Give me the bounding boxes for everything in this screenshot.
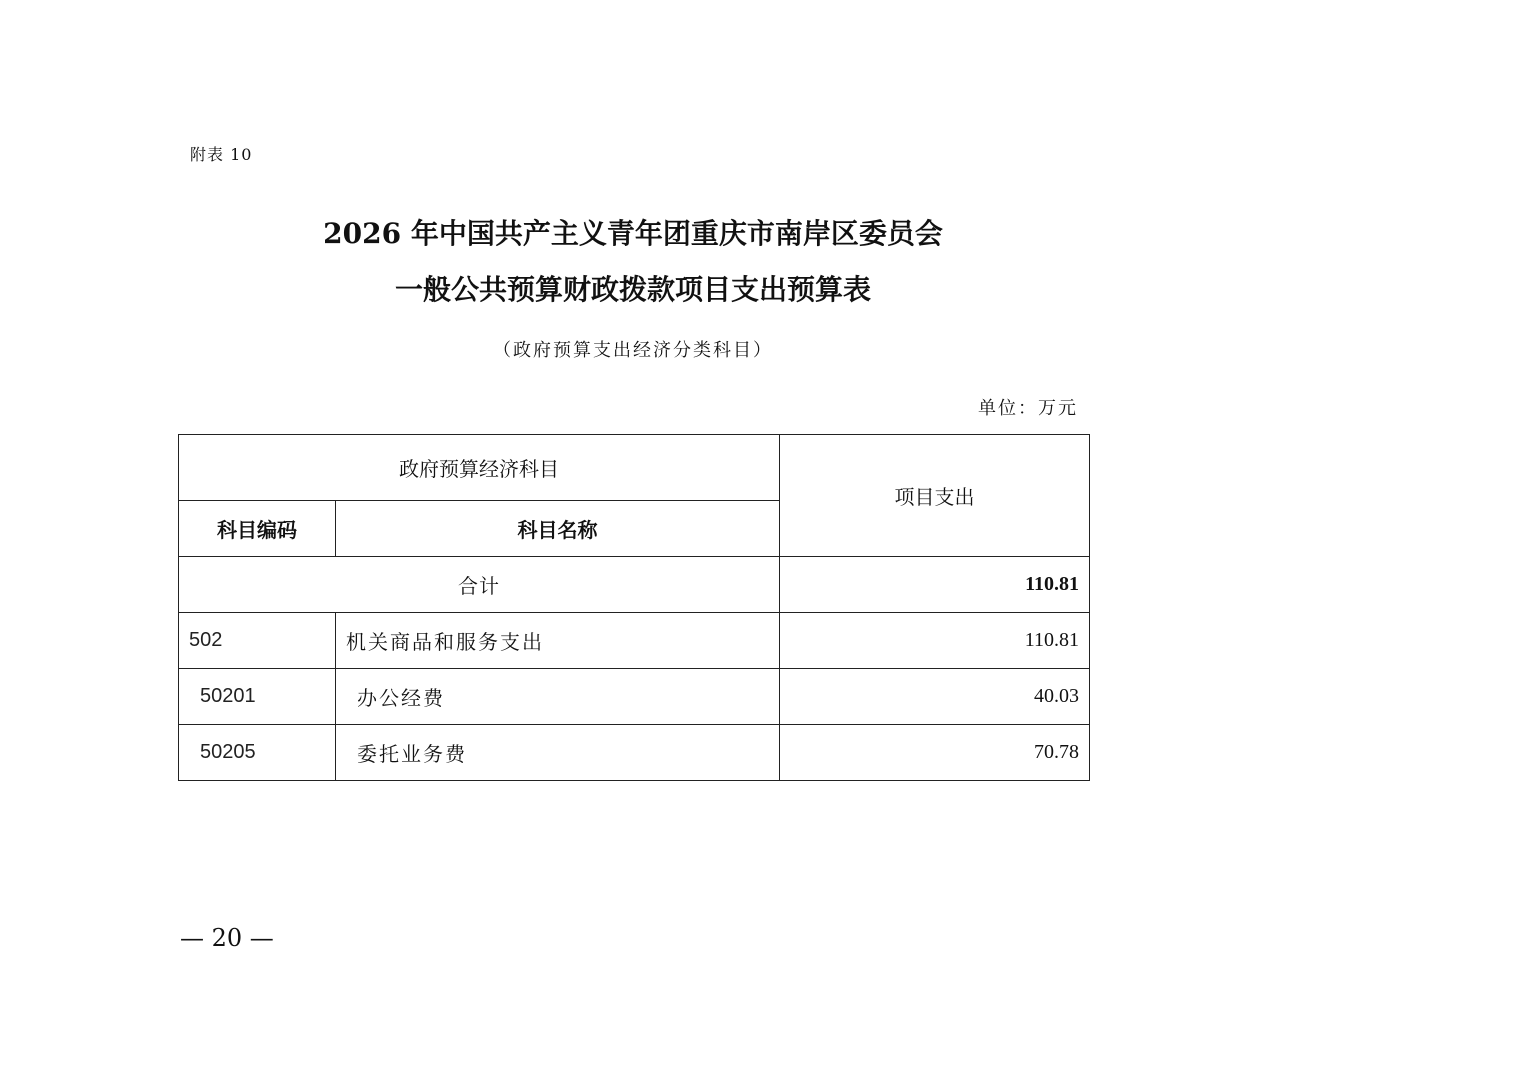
name-column-header: 科目名称 [336,501,780,557]
page-number: — 20 — [180,924,274,952]
row-amount: 40.03 [780,669,1090,725]
table-row [179,613,1090,669]
row-code: 502 [179,613,336,669]
row-code: 50205 [179,725,336,781]
table-row [179,669,1090,725]
document-title-line2: 一般公共预算财政拨款项目支出预算表 [394,273,871,306]
code-column-header: 科目编码 [179,501,336,557]
table-header-row [179,435,1090,501]
total-amount: 110.81 [780,557,1090,613]
row-amount: 70.78 [780,725,1090,781]
row-name: 委托业务费 [336,725,780,781]
total-row [179,557,1090,613]
total-label: 合计 [179,557,780,613]
budget-table [178,434,1090,781]
group-header: 政府预算经济科目 [179,435,780,501]
row-amount: 110.81 [780,613,1090,669]
row-name: 机关商品和服务支出 [336,613,780,669]
document-title-line1: 2026 年中国共产主义青年团重庆市南岸区委员会 [323,217,943,250]
unit-label: 单位：万元 [978,398,1078,419]
amount-column-header: 项目支出 [780,435,1090,557]
row-name: 办公经费 [336,669,780,725]
table-row [179,725,1090,781]
attachment-label: 附表 10 [190,145,253,164]
document-subtitle: （政府预算支出经济分类科目） [493,340,773,361]
row-code: 50201 [179,669,336,725]
